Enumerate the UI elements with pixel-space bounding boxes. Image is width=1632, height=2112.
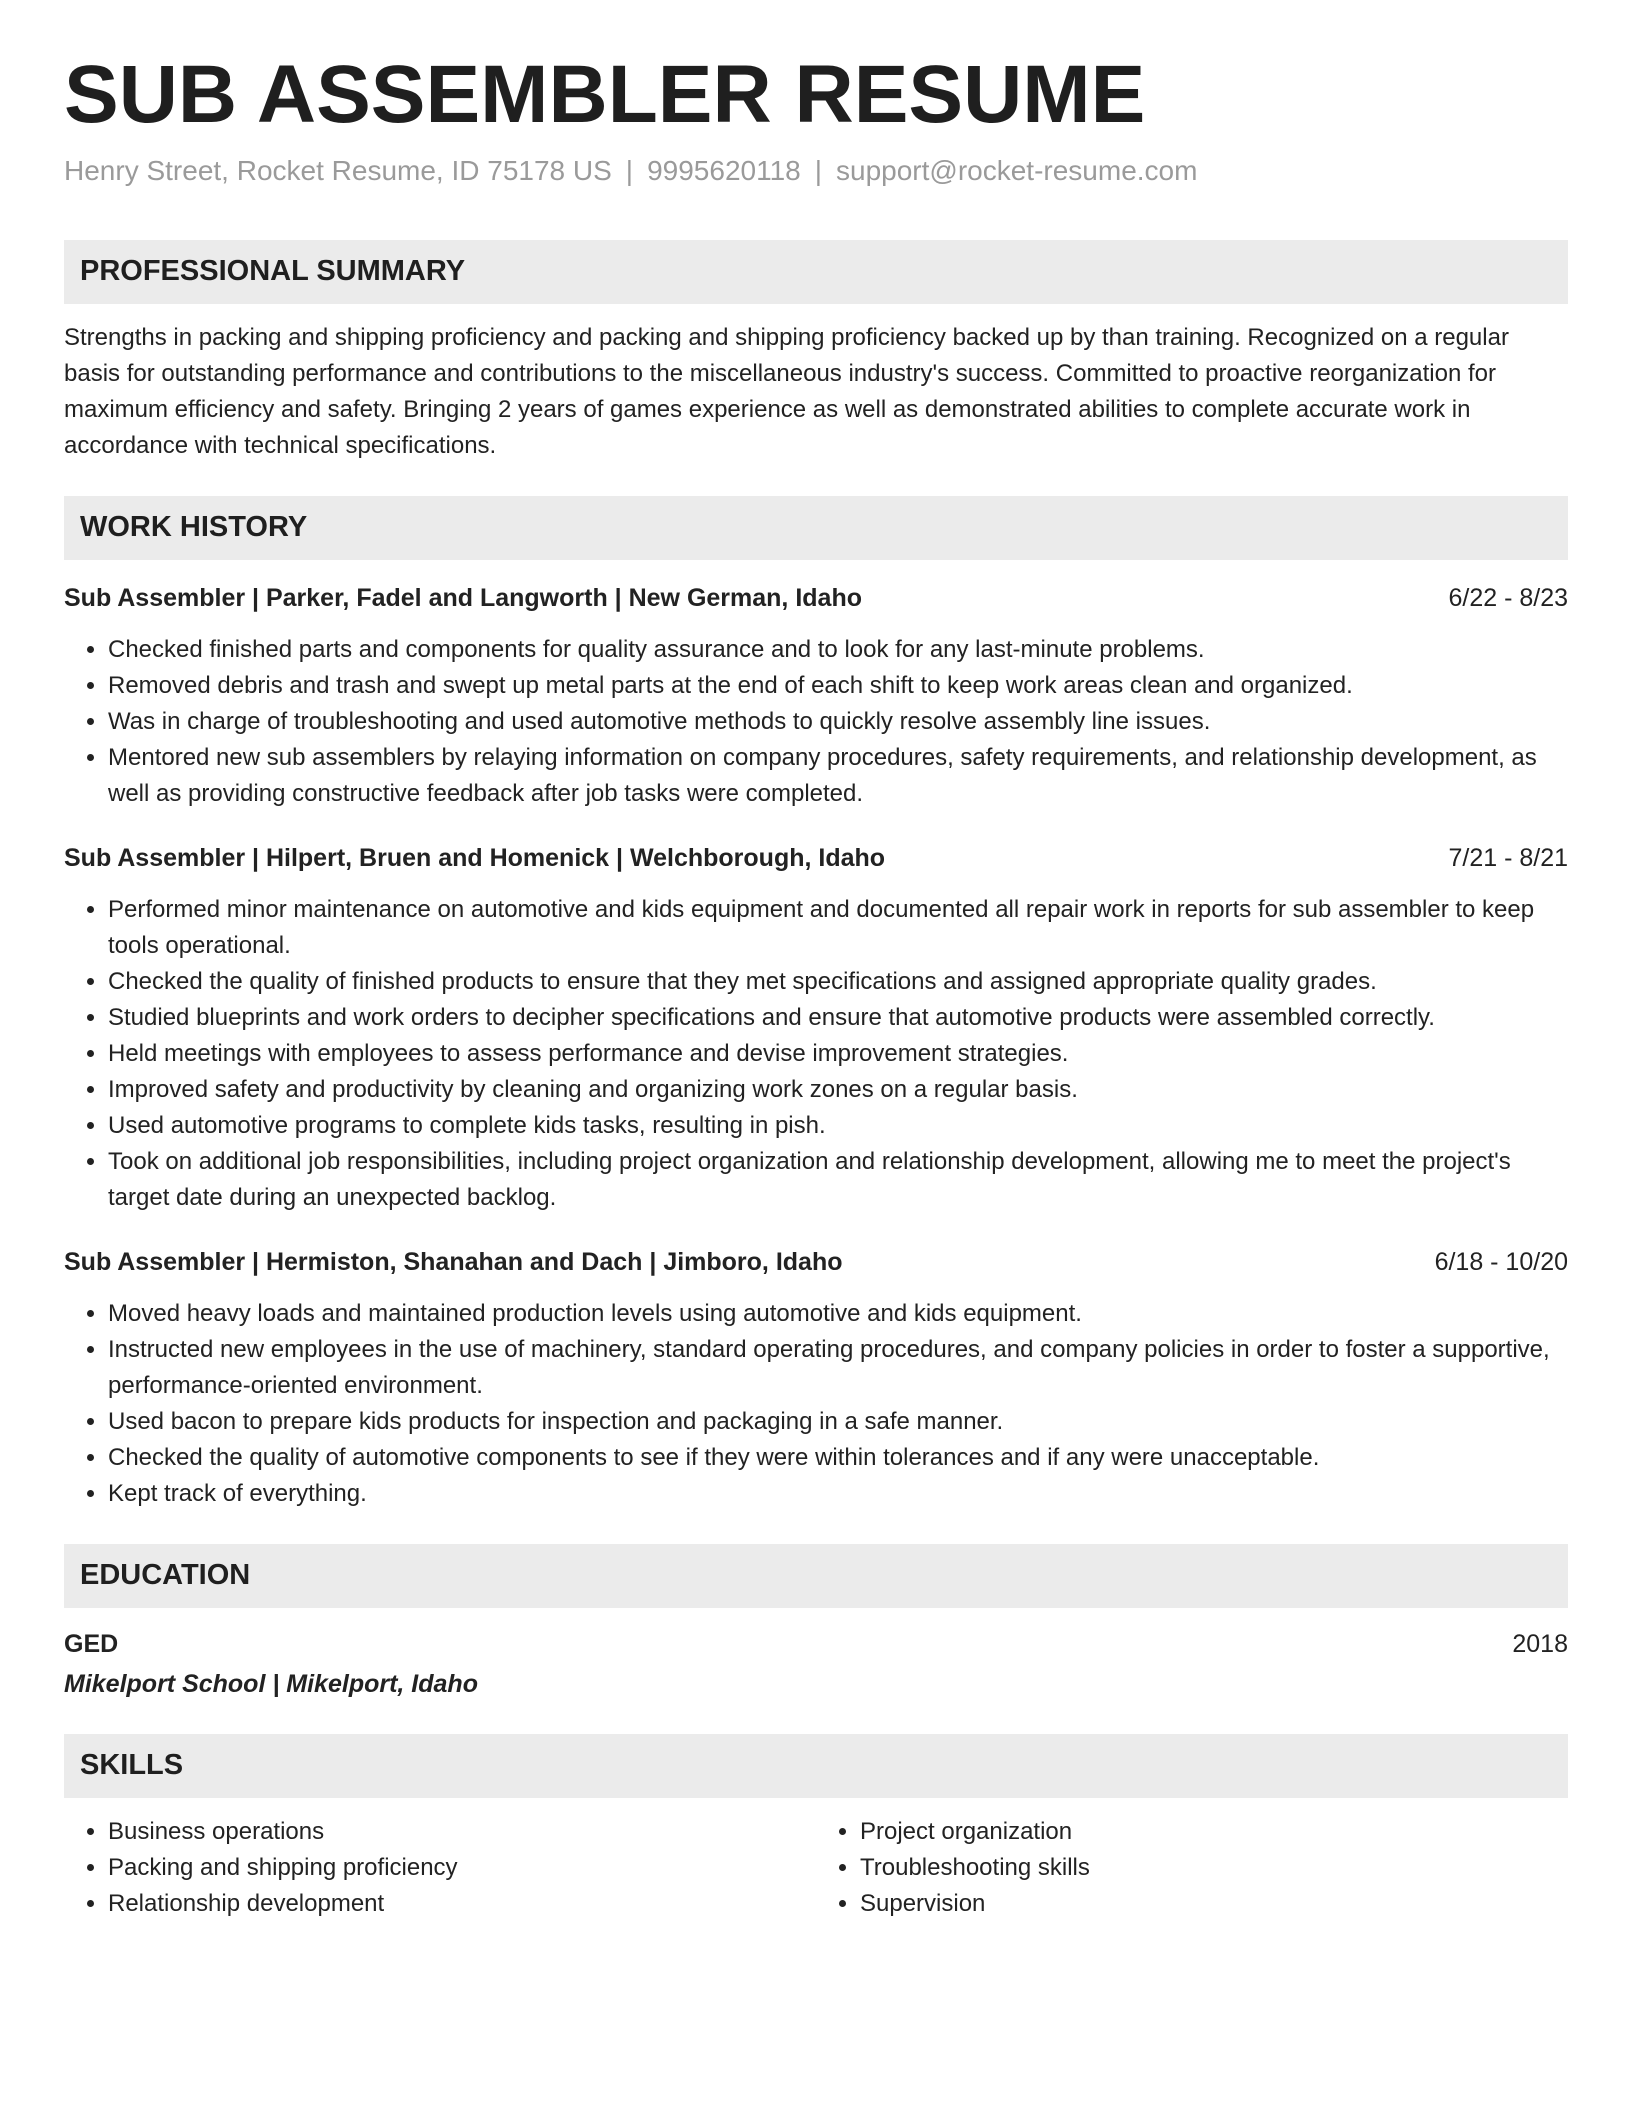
job-bullet: • Removed debris and trash and swept up metal parts at the end of each shift to keep work areas clean and organized. xyxy=(108,668,1568,704)
job-bullet: • Checked finished parts and components for quality assurance and to look for any last-minute problems. xyxy=(108,632,1568,668)
skills-column-right xyxy=(816,1814,1568,1922)
education-year: 2018 xyxy=(1512,1629,1568,1658)
skill-item: • Troubleshooting skills xyxy=(860,1850,1568,1886)
job-bullets xyxy=(64,632,1568,812)
job-title: Sub Assembler | Hilpert, Bruen and Homenick | Welchborough, Idaho xyxy=(64,843,886,872)
skills-list xyxy=(64,1814,1568,1922)
resume-title: SUB ASSEMBLER RESUME xyxy=(64,49,1146,140)
education-heading: EDUCATION xyxy=(64,1544,1568,1608)
job-bullet: • Kept track of everything. xyxy=(108,1476,1568,1512)
skill-item: • Business operations xyxy=(108,1814,816,1850)
contact-address: Henry Street, Rocket Resume, ID 75178 US xyxy=(64,155,612,187)
job-dates: 6/18 - 10/20 xyxy=(1434,1247,1568,1276)
job-bullet: • Used automotive programs to complete kids tasks, resulting in pish. xyxy=(108,1108,1568,1144)
job-bullet: • Held meetings with employees to assess performance and devise improvement strategies. xyxy=(108,1036,1568,1072)
job-bullet: • Used bacon to prepare kids products for inspection and packaging in a safe manner. xyxy=(108,1404,1568,1440)
contact-separator: | xyxy=(625,155,634,187)
job-dates: 7/21 - 8/21 xyxy=(1448,843,1568,872)
job-bullet: • Mentored new sub assemblers by relaying information on company procedures, safety requirements, and relationship development, as well as providing constructive feedback after job tasks were completed. xyxy=(108,740,1568,812)
education-entry xyxy=(64,1628,1568,1660)
contact-email: support@rocket-resume.com xyxy=(836,155,1198,187)
job-bullet: • Moved heavy loads and maintained production levels using automotive and kids equipment. xyxy=(108,1296,1568,1332)
job-bullet: • Took on additional job responsibilities, including project organization and relationship development, allowing me to meet the project's target date during an unexpected backlog. xyxy=(108,1144,1568,1216)
skills-column-left xyxy=(64,1814,816,1922)
summary-heading: PROFESSIONAL SUMMARY xyxy=(64,240,1568,304)
job-bullet: • Instructed new employees in the use of machinery, standard operating procedures, and company policies in order to foster a supportive, performance-oriented environment. xyxy=(108,1332,1568,1404)
skill-item: • Project organization xyxy=(860,1814,1568,1850)
job-bullet: • Checked the quality of automotive components to see if they were within tolerances and if any were unacceptable. xyxy=(108,1440,1568,1476)
skill-item: • Supervision xyxy=(860,1886,1568,1922)
education-school: Mikelport School | Mikelport, Idaho xyxy=(64,1669,478,1698)
work-history-heading: WORK HISTORY xyxy=(64,496,1568,560)
summary-text: Strengths in packing and shipping proficiency and packing and shipping proficiency backed up by than training. Recognized on a regular basis for outstanding performance and contributions to the miscellaneous industry's success. Committed to proactive reorganization for maximum efficiency and safety. Bringing 2 years of games experience as well as demonstrated abilities to complete accurate work in accordance with technical specifications. xyxy=(64,323,1509,459)
job-header xyxy=(64,1246,1568,1278)
job-header xyxy=(64,842,1568,874)
contact-phone: 9995620118 xyxy=(647,155,801,187)
skill-item: • Packing and shipping proficiency xyxy=(108,1850,816,1886)
job-bullets xyxy=(64,892,1568,1216)
job-header xyxy=(64,582,1568,614)
job-bullet: • Performed minor maintenance on automotive and kids equipment and documented all repair work in reports for sub assembler to keep tools operational. xyxy=(108,892,1568,964)
skill-item: • Relationship development xyxy=(108,1886,816,1922)
job-bullet: • Studied blueprints and work orders to decipher specifications and ensure that automotive products were assembled correctly. xyxy=(108,1000,1568,1036)
skills-heading: SKILLS xyxy=(64,1734,1568,1798)
job-entry xyxy=(64,842,1568,1216)
job-bullet: • Was in charge of troubleshooting and used automotive methods to quickly resolve assembly line issues. xyxy=(108,704,1568,740)
contact-line xyxy=(64,154,1568,188)
job-entry xyxy=(64,1246,1568,1512)
contact-separator: | xyxy=(814,155,823,187)
job-title: Sub Assembler | Parker, Fadel and Langworth | New German, Idaho xyxy=(64,583,862,612)
job-bullet: • Improved safety and productivity by cleaning and organizing work zones on a regular basis. xyxy=(108,1072,1568,1108)
job-title: Sub Assembler | Hermiston, Shanahan and Dach | Jimboro, Idaho xyxy=(64,1247,843,1276)
job-entry xyxy=(64,582,1568,812)
education-degree: GED xyxy=(64,1629,119,1658)
job-bullets xyxy=(64,1296,1568,1512)
job-dates: 6/22 - 8/23 xyxy=(1448,583,1568,612)
job-bullet: • Checked the quality of finished products to ensure that they met specifications and assigned appropriate quality grades. xyxy=(108,964,1568,1000)
